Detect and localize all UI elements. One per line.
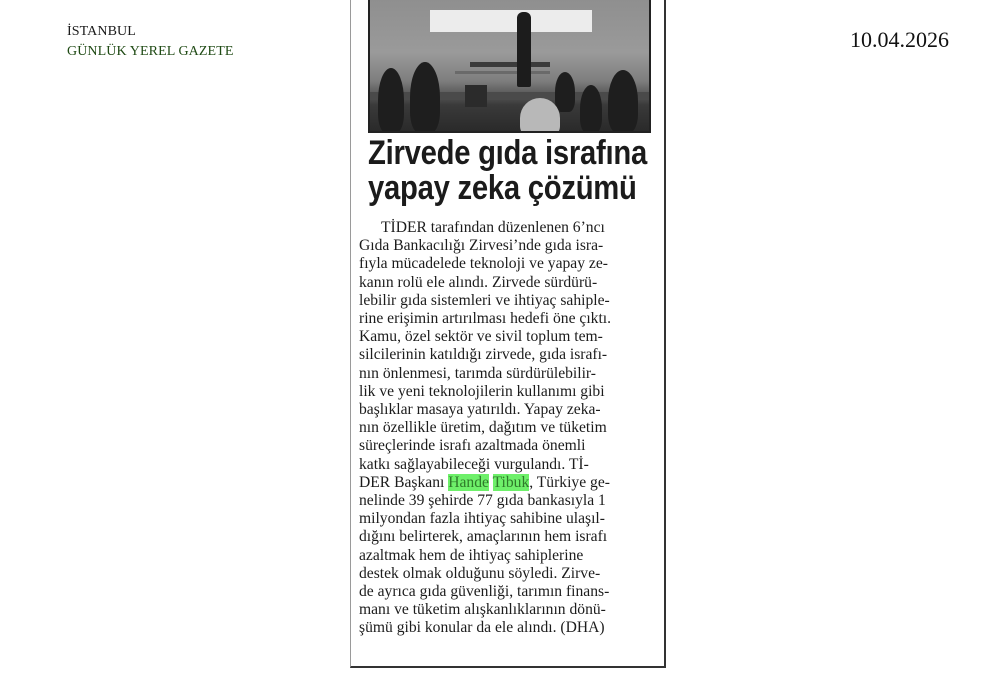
audience-figure [378,68,404,133]
body-line: rine erişimin artırılması hedefi öne çıktı. [359,310,612,328]
body-text-segment: DER Başkanı [359,473,449,491]
body-line: Kamu, özel sektör ve sivil toplum tem- [359,328,603,346]
body-line: azaltmak hem de ihtiyaç sahiplerine [359,546,584,564]
headline-line-1: Zirvede gıda israfına [368,134,647,172]
highlighted-name-last: Tibuk [492,473,530,491]
body-line: nın özellikle üretim, dağıtım ve tüketim [359,419,607,437]
body-line: katkı sağlayabileceği vurgulandı. Tİ- [359,455,589,473]
news-clipping [350,0,666,668]
body-line: TİDER tarafından düzenlenen 6’ncı [381,219,605,236]
body-line: nın önlenmesi, tarımda sürdürülebilir- [359,364,597,382]
body-line: silcilerinin katıldığı zirvede, gıda israfı- [359,346,608,364]
audience-figure [520,98,560,133]
headline-line-2: yapay zeka çözümü [368,169,637,207]
projection-screen [430,10,592,32]
audience-figure [608,70,638,133]
speaker-figure [517,12,531,87]
body-line: lik ve yeni teknolojilerin kullanımı gibi [359,382,605,400]
stage-banner-subtitle [455,71,550,74]
body-line: kanın rolü ele alındı. Zirvede sürdürü- [359,273,598,291]
source-city: İSTANBUL [67,24,136,39]
stage-banner [470,62,550,67]
body-line: fıyla mücadelede teknoloji ve yapay ze- [359,255,608,273]
article-body [359,219,659,638]
body-line: dığını belirterek, amaçlarının hem israfı [359,528,608,546]
body-line-with-highlight [359,474,659,492]
body-line: de ayrıca gıda güvenliği, tarımın finans- [359,583,610,601]
publication-date: 10.04.2026 [850,27,949,52]
publication-name: GÜNLÜK YEREL GAZETE [67,44,234,59]
podium [465,85,487,107]
audience-figure [580,85,602,133]
body-line: manı ve tüketim alışkanlıklarının dönü- [359,601,606,619]
body-line: başlıklar masaya yatırıldı. Yapay zeka- [359,401,601,419]
body-line: nelinde 39 şehirde 77 gıda bankasıyla 1 [359,492,606,510]
body-line: süreçlerinde israfı azaltmada önemli [359,437,586,455]
body-text-segment: , Türkiye ge- [529,473,610,491]
body-line: milyondan fazla ihtiyaç sahibine ulaşıl- [359,510,605,528]
body-line: lebilir gıda sistemleri ve ihtiyaç sahiple- [359,291,610,309]
article-photo [368,0,651,133]
audience-figure [555,72,575,112]
audience-figure [410,62,440,133]
article-headline [368,134,647,207]
body-line: destek olmak olduğunu söyledi. Zirve- [359,564,601,582]
highlighted-name-first: Hande [448,473,489,491]
body-line: Gıda Bankacılığı Zirvesi’nde gıda isra- [359,237,604,255]
body-line: şümü gibi konular da ele alındı. (DHA) [359,619,605,637]
